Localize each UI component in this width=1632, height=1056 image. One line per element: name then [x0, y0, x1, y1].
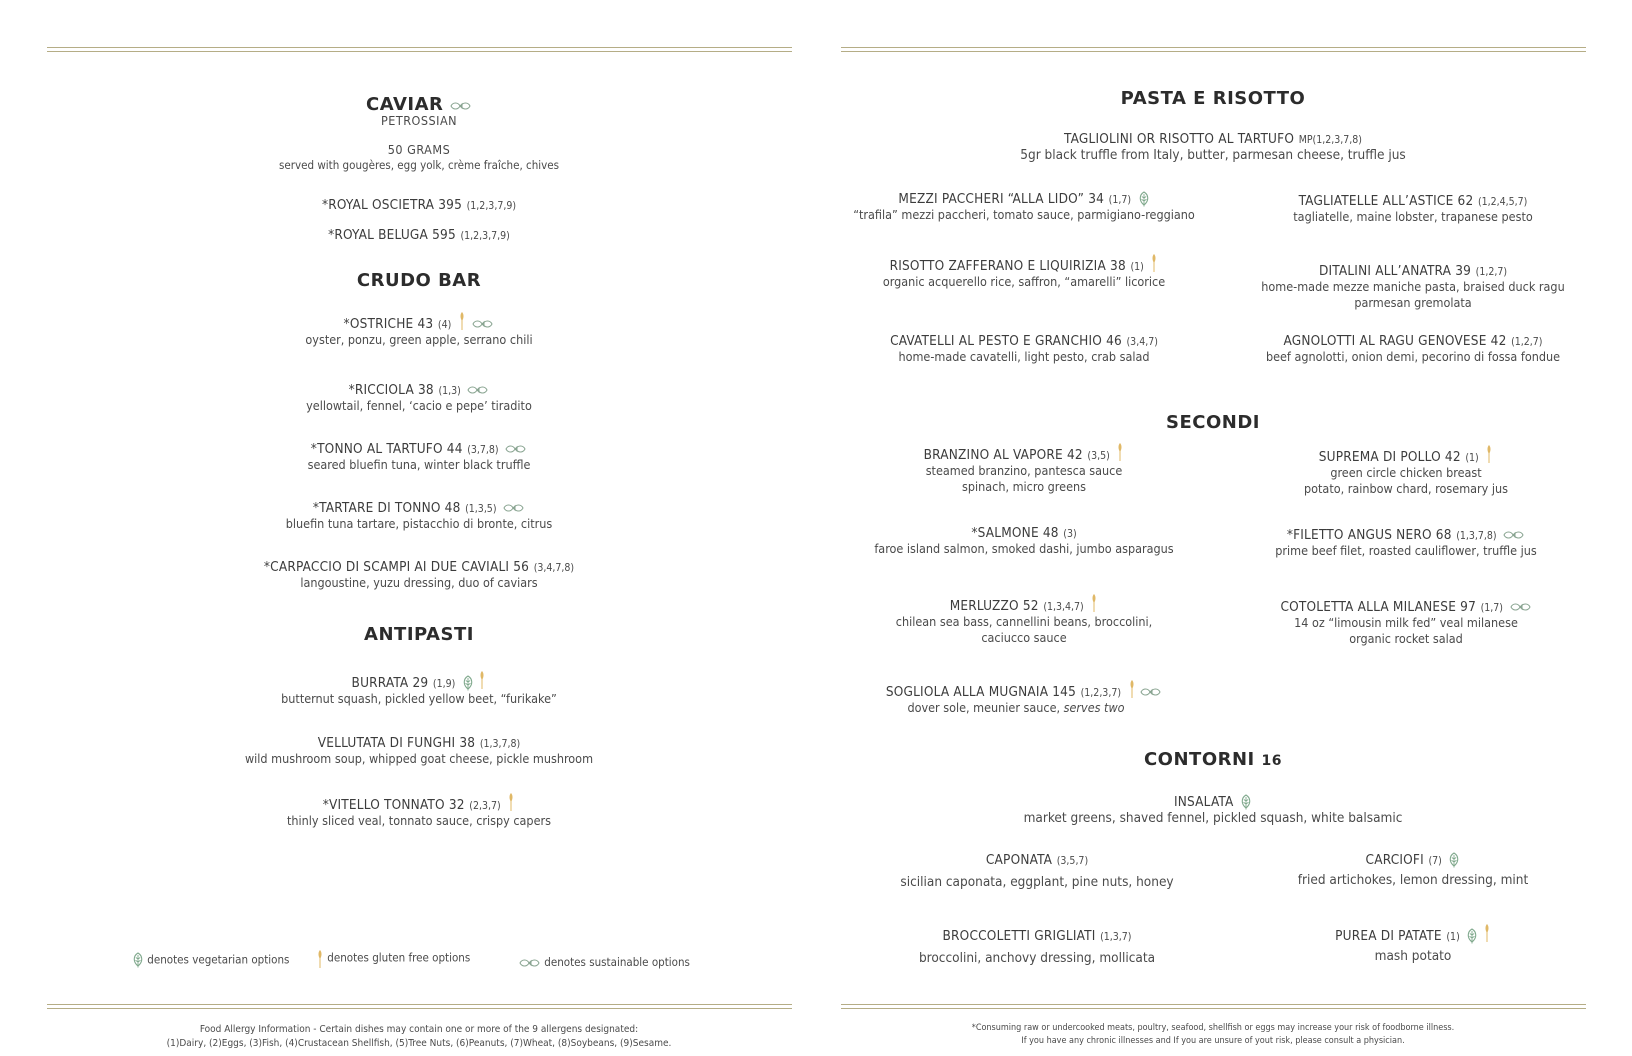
- dish-description: langoustine, yuzu dressing, duo of caviars: [300, 575, 538, 590]
- pasta-title: PASTA E RISOTTO: [1120, 88, 1306, 109]
- allergen-codes: (7): [1428, 855, 1442, 867]
- menu-item: [219, 438, 619, 473]
- allergen-codes: (1,2,3,7): [1080, 687, 1122, 699]
- dish-name: *VITELLO TONNATO 32: [322, 797, 465, 813]
- wheat-icon: [1483, 922, 1491, 942]
- wheat-icon: [1485, 443, 1493, 463]
- dish-description: broccolini, anchovy dressing, mollicata: [918, 950, 1156, 966]
- wheat-icon: [316, 948, 324, 968]
- dish-description: 5gr black truffle from Italy, butter, parmesan cheese, truffle jus: [1020, 147, 1406, 163]
- caviar-item: [219, 224, 619, 243]
- caviar-section: [219, 94, 619, 173]
- dish-name: SUPREMA DI POLLO 42: [1318, 449, 1461, 465]
- menu-item: [824, 188, 1224, 223]
- wheat-icon: [458, 310, 466, 330]
- menu-item: [219, 497, 619, 532]
- dish-description: beef agnolotti, onion demi, pecorino di fossa fondue: [1265, 349, 1561, 364]
- dish-description: market greens, shaved fennel, pickled squash, white balsamic: [1023, 810, 1403, 826]
- legend-sustainable: [519, 955, 690, 969]
- leaf-icon: [1240, 794, 1252, 810]
- legend-vegetarian-text: denotes vegetarian options: [147, 952, 290, 967]
- leaf-icon: [132, 952, 144, 968]
- allergen-codes: MP(1,2,3,7,8): [1298, 134, 1362, 146]
- dish-name: *OSTRICHE 43: [343, 316, 434, 332]
- allergy-footer-line1: Food Allergy Information - Certain dishes may contain one or more of the 9 allergens designated:: [199, 1024, 639, 1035]
- contorni-title: CONTORNI: [1143, 749, 1255, 770]
- allergy-footer: [119, 1023, 719, 1051]
- leaf-icon: [1448, 852, 1460, 868]
- dish-description-line2: organic rocket salad: [1349, 631, 1463, 646]
- dish-description: sicilian caponata, eggplant, pine nuts, honey: [900, 874, 1174, 890]
- allergen-codes: (1,3,7): [1100, 931, 1132, 943]
- dish-name: DITALINI ALL’ANATRA 39: [1318, 263, 1472, 279]
- fish-icon: [505, 444, 527, 454]
- allergen-codes: (1,2,7): [1511, 336, 1543, 348]
- dish-description: yellowtail, fennel, ‘cacio e pepe’ tiradito: [306, 398, 532, 413]
- allergen-codes: (1,3,5): [465, 503, 497, 515]
- dish-name: BURRATA 29: [351, 675, 429, 691]
- dish-description: mash potato: [1374, 948, 1452, 964]
- legend-vegetarian: [132, 952, 289, 968]
- menu-item: [824, 678, 1224, 716]
- caviar-subtitle: PETROSSIAN: [380, 113, 458, 128]
- allergen-codes: (4): [437, 319, 452, 331]
- wheat-icon: [1150, 252, 1158, 272]
- menu-item: [1213, 922, 1613, 964]
- dish-name: PUREA DI PATATE: [1335, 928, 1442, 944]
- fish-icon: [467, 385, 489, 395]
- allergen-codes: (1,2,3,7,9): [460, 230, 510, 242]
- allergen-codes: (1,9): [432, 678, 456, 690]
- menu-item: [1213, 849, 1613, 888]
- fish-icon: [519, 958, 541, 968]
- allergen-codes: (3,4,7): [1126, 336, 1158, 348]
- wheat-icon: [1116, 441, 1124, 461]
- dish-description: organic acquerello rice, saffron, “amarelli” licorice: [882, 274, 1166, 289]
- caviar-heading: [219, 94, 619, 115]
- allergen-codes: (1,7): [1108, 194, 1132, 206]
- dish-description: green circle chicken breast: [1330, 465, 1482, 480]
- fish-icon: [450, 101, 472, 111]
- allergen-codes: (1,7): [1480, 602, 1503, 614]
- dish-name: BRANZINO AL VAPORE 42: [923, 447, 1083, 463]
- menu-item: [824, 252, 1224, 290]
- fish-icon: [1510, 602, 1532, 612]
- caviar-grams: 50 GRAMS: [387, 142, 451, 157]
- menu-item: [1213, 260, 1613, 311]
- dish-name: *TARTARE DI TONNO 48: [312, 500, 461, 516]
- dish-name: TAGLIOLINI OR RISOTTO AL TARTUFO: [1064, 131, 1295, 147]
- menu-item: [169, 732, 669, 767]
- dish-description: oyster, ponzu, green apple, serrano chili: [305, 332, 533, 347]
- fish-icon: [1503, 530, 1525, 540]
- dish-name: CAPONATA: [985, 852, 1053, 868]
- dish-description: steamed branzino, pantesca sauce: [925, 463, 1123, 478]
- dish-description: thinly sliced veal, tonnato sauce, crispy capers: [287, 813, 551, 828]
- serves-two-note: serves two: [1063, 700, 1125, 715]
- dish-description: butternut squash, pickled yellow beet, “furikake”: [281, 691, 557, 706]
- dish-description: seared bluefin tuna, winter black truffle: [307, 457, 531, 472]
- wheat-icon: [1128, 678, 1136, 698]
- menu-item: [219, 556, 619, 591]
- contorni-price: 16: [1261, 753, 1283, 769]
- contorni-heading: [1013, 749, 1413, 770]
- caviar-title: CAVIAR: [366, 94, 444, 115]
- secondi-title: SECONDI: [1166, 412, 1260, 433]
- menu-item: [219, 791, 619, 829]
- allergen-codes: (3,5): [1087, 450, 1110, 462]
- dish-name: AGNOLOTTI AL RAGU GENOVESE 42: [1283, 333, 1507, 349]
- dish-description: 14 oz “limousin milk fed” veal milanese: [1294, 615, 1518, 630]
- dish-description-line2: potato, rainbow chard, rosemary jus: [1304, 481, 1508, 496]
- dish-description: prime beef filet, roasted cauliflower, truffle jus: [1275, 543, 1537, 558]
- menu-item: [837, 849, 1237, 890]
- fish-icon: [503, 503, 525, 513]
- dish-description-line2: parmesan gremolata: [1354, 295, 1472, 310]
- dish-name: INSALATA: [1173, 794, 1234, 810]
- crudo-bar-title: CRUDO BAR: [356, 270, 482, 291]
- allergen-codes: (1,2,3,7,9): [466, 200, 517, 212]
- dish-description: fried artichokes, lemon dressing, mint: [1297, 872, 1529, 888]
- legend-gluten-free-text: denotes gluten free options: [327, 950, 471, 965]
- wheat-icon: [507, 791, 515, 811]
- dish-name: CAVATELLI AL PESTO E GRANCHIO 46: [890, 333, 1122, 349]
- dish-description: bluefin tuna tartare, pistacchio di bronte, citrus: [285, 516, 553, 531]
- allergen-codes: (3): [1063, 528, 1077, 540]
- dish-description: chilean sea bass, cannellini beans, broccolini,: [895, 614, 1153, 629]
- dish-description: home-made mezze maniche pasta, braised duck ragu: [1261, 279, 1565, 294]
- raw-food-warning: [913, 1022, 1513, 1048]
- menu-item: [1206, 524, 1606, 559]
- antipasti-title: ANTIPASTI: [364, 624, 474, 645]
- menu-item: [837, 925, 1237, 966]
- allergen-codes: (1,3,4,7): [1043, 601, 1084, 613]
- leaf-icon: [1138, 191, 1150, 207]
- dish-description: [808, 700, 1224, 716]
- legend-gluten-free: [316, 948, 470, 968]
- raw-food-warning-line1: *Consuming raw or undercooked meats, poultry, seafood, shellfish or eggs may increase your risk of foodborne illness.: [971, 1023, 1455, 1033]
- dish-name: CARCIOFI: [1365, 852, 1424, 868]
- allergen-codes: (1,3,7,8): [479, 738, 521, 750]
- dish-description: wild mushroom soup, whipped goat cheese, pickle mushroom: [244, 751, 594, 766]
- dish-description: faroe island salmon, smoked dashi, jumbo asparagus: [874, 541, 1174, 556]
- allergen-codes: (1): [1446, 931, 1460, 943]
- dish-name: VELLUTATA DI FUNGHI 38: [317, 735, 476, 751]
- fish-icon: [472, 319, 494, 329]
- allergen-codes: (1): [1130, 261, 1144, 273]
- dish-name: MERLUZZO 52: [949, 598, 1039, 614]
- allergen-codes: (3,7,8): [467, 444, 499, 456]
- caviar-item: [219, 194, 619, 213]
- dish-name: RISOTTO ZAFFERANO E LIQUIRIZIA 38: [889, 258, 1126, 274]
- top-rule-left: [47, 47, 792, 52]
- allergen-codes: (3,5,7): [1056, 855, 1089, 867]
- allergen-codes: (1): [1465, 452, 1479, 464]
- allergen-codes: (1,2,4,5,7): [1477, 196, 1528, 208]
- fish-icon: [1140, 687, 1162, 697]
- menu-item: [219, 310, 619, 348]
- dish-description: “trafila” mezzi paccheri, tomato sauce, parmigiano-reggiano: [853, 207, 1195, 222]
- menu-item: [824, 522, 1224, 557]
- dish-name: *RICCIOLA 38: [348, 382, 434, 398]
- allergen-codes: (1,3): [438, 385, 461, 397]
- leaf-icon: [1466, 928, 1478, 944]
- featured-pasta-item: [963, 128, 1463, 163]
- menu-item: [824, 441, 1224, 495]
- raw-food-warning-line2: If you have any chronic illnesses and If you are unsure of yout risk, please consult a physician.: [1021, 1036, 1405, 1046]
- dish-name: *ROYAL BELUGA 595: [328, 227, 456, 243]
- wheat-icon: [1090, 592, 1098, 612]
- featured-contorno: [963, 791, 1463, 826]
- menu-item: [1213, 330, 1613, 365]
- menu-item: [1206, 443, 1606, 497]
- legend-sustainable-text: denotes sustainable options: [544, 955, 690, 969]
- allergen-codes: (1,3,7,8): [1456, 530, 1497, 542]
- dish-description-text: dover sole, meunier sauce,: [907, 700, 1061, 715]
- wheat-icon: [478, 669, 486, 689]
- dish-name: SOGLIOLA ALLA MUGNAIA 145: [885, 684, 1077, 700]
- dish-name: TAGLIATELLE ALL’ASTICE 62: [1298, 193, 1474, 209]
- dish-description: tagliatelle, maine lobster, trapanese pesto: [1293, 209, 1533, 224]
- menu-item: [219, 669, 619, 707]
- dish-name: MEZZI PACCHERI “ALLA LIDO” 34: [898, 191, 1105, 207]
- dish-description-line2: spinach, micro greens: [962, 479, 1086, 494]
- menu-item: [1213, 190, 1613, 225]
- dish-name: *FILETTO ANGUS NERO 68: [1286, 527, 1452, 543]
- menu-item: [219, 379, 619, 414]
- dish-name: *ROYAL OSCIETRA 395: [321, 197, 463, 213]
- caviar-grams-desc: served with gougères, egg yolk, crème fraîche, chives: [278, 158, 560, 172]
- menu-item: [824, 330, 1224, 365]
- dish-name: *SALMONE 48: [971, 525, 1059, 541]
- bottom-rule-left: [47, 1004, 792, 1009]
- dish-description: home-made cavatelli, light pesto, crab salad: [898, 349, 1150, 364]
- allergy-footer-line2: (1)Dairy, (2)Eggs, (3)Fish, (4)Crustacean Shellfish, (5)Tree Nuts, (6)Peanuts, (7)Wheat, (8)Soybeans, (9)Sesame.: [166, 1038, 672, 1049]
- allergen-codes: (1,2,7): [1475, 266, 1508, 278]
- dish-description-line2: caciucco sauce: [981, 630, 1067, 645]
- top-rule-right: [841, 47, 1586, 52]
- dish-name: *CARPACCIO DI SCAMPI AI DUE CAVIALI 56: [263, 559, 530, 575]
- dish-name: COTOLETTA ALLA MILANESE 97: [1280, 599, 1476, 615]
- allergen-codes: (2,3,7): [469, 800, 501, 812]
- allergen-codes: (3,4,7,8): [533, 562, 575, 574]
- leaf-icon: [462, 675, 474, 691]
- menu-item: [824, 592, 1224, 646]
- dish-name: *TONNO AL TARTUFO 44: [310, 441, 463, 457]
- bottom-rule-right: [841, 1004, 1586, 1009]
- menu-item: [1206, 596, 1606, 647]
- dish-name: BROCCOLETTI GRIGLIATI: [942, 928, 1096, 944]
